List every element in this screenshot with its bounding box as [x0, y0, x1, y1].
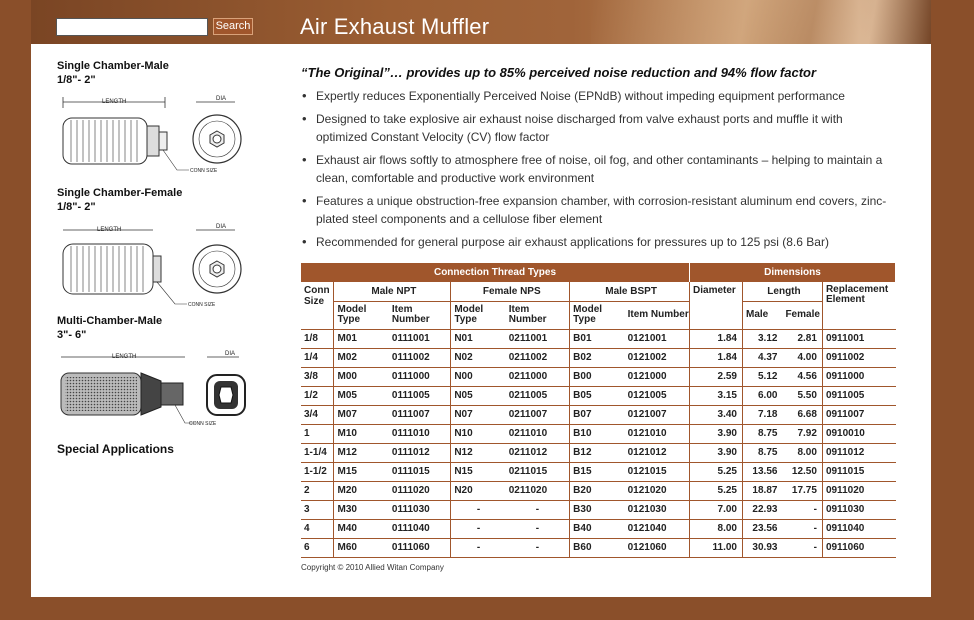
table-cell: M60: [334, 538, 389, 557]
list-item: • Exhaust air flows softly to atmosphere free of noise, oil fog, and other contaminants – helping to maintain a clean, comfortable and productive work environment: [301, 151, 896, 187]
list-item: • Features a unique obstruction-free expansion chamber, with corrosion-resistant aluminum end covers, zinc-plated steel components and a cellulose fiber element: [301, 192, 896, 228]
table-cell: 0121010: [625, 424, 690, 443]
table-cell: 8.75: [742, 424, 782, 443]
table-cell: 0911000: [822, 367, 895, 386]
table-cell: 4.56: [782, 367, 822, 386]
table-cell: 0911007: [822, 405, 895, 424]
table-cell: 0111000: [389, 367, 451, 386]
table-row: [301, 538, 896, 557]
table-cell: M12: [334, 443, 389, 462]
table-cell: -: [451, 519, 506, 538]
col-length: Length: [742, 282, 822, 301]
table-row: [301, 386, 896, 405]
table-cell: 1/8: [301, 329, 334, 348]
table-cell: 0211010: [506, 424, 570, 443]
table-cell: 0911005: [822, 386, 895, 405]
table-cell: 8.00: [782, 443, 822, 462]
table-cell: 0111001: [389, 329, 451, 348]
table-cell: 0111012: [389, 443, 451, 462]
table-cell: 0121002: [625, 348, 690, 367]
table-cell: -: [506, 500, 570, 519]
table-cell: M07: [334, 405, 389, 424]
multi-chamber-male-diagram: [57, 349, 257, 434]
table-cell: 3.90: [690, 424, 743, 443]
table-row: [301, 348, 896, 367]
table-cell: 5.25: [690, 462, 743, 481]
table-cell: 0111007: [389, 405, 451, 424]
table-cell: 8.75: [742, 443, 782, 462]
table-cell: N02: [451, 348, 506, 367]
table-body: [301, 329, 896, 557]
conn-size-label: CONN SIZE: [190, 168, 218, 174]
col-diameter: Diameter: [690, 282, 743, 329]
dimensions-band-header: Dimensions: [690, 263, 896, 282]
table-cell: N20: [451, 481, 506, 500]
table-cell: 0211020: [506, 481, 570, 500]
table-cell: 2.81: [782, 329, 822, 348]
table-cell: 0911060: [822, 538, 895, 557]
col-conn-size: Conn Size: [301, 282, 334, 329]
table-cell: 0111010: [389, 424, 451, 443]
table-cell: 0121020: [625, 481, 690, 500]
table-cell: 3.15: [690, 386, 743, 405]
table-cell: N05: [451, 386, 506, 405]
table-cell: 1.84: [690, 329, 743, 348]
table-cell: 1.84: [690, 348, 743, 367]
table-cell: -: [782, 500, 822, 519]
table-cell: 5.25: [690, 481, 743, 500]
connection-band-header: Connection Thread Types: [301, 263, 690, 282]
table-cell: B40: [570, 519, 625, 538]
table-cell: 5.12: [742, 367, 782, 386]
table-cell: 0111060: [389, 538, 451, 557]
table-cell: 4: [301, 519, 334, 538]
table-cell: 1/4: [301, 348, 334, 367]
table-cell: 4.00: [782, 348, 822, 367]
main-content: [31, 44, 931, 597]
table-cell: 0111002: [389, 348, 451, 367]
search-button[interactable]: Search: [213, 18, 253, 35]
table-cell: -: [451, 500, 506, 519]
col-item-number: Item Number: [506, 301, 570, 329]
col-model-type: Model Type: [451, 301, 506, 329]
feature-list: [301, 87, 896, 256]
table-cell: 0211015: [506, 462, 570, 481]
table-cell: 0111020: [389, 481, 451, 500]
page-title: Air Exhaust Muffler: [300, 14, 490, 39]
col-replacement: Replacement Element: [822, 282, 895, 329]
section-single-male-title[interactable]: [57, 59, 169, 87]
table-cell: 0121015: [625, 462, 690, 481]
table-cell: 2.59: [690, 367, 743, 386]
table-cell: M30: [334, 500, 389, 519]
section-single-female-title[interactable]: [57, 186, 182, 214]
col-model-type: Model Type: [334, 301, 389, 329]
section-range-text: 3"- 6": [57, 329, 87, 341]
table-cell: 3.90: [690, 443, 743, 462]
table-cell: -: [506, 538, 570, 557]
table-cell: 11.00: [690, 538, 743, 557]
conn-size-label: CONN SIZE: [189, 421, 217, 427]
table-cell: 1-1/4: [301, 443, 334, 462]
table-cell: 0911020: [822, 481, 895, 500]
table-cell: 0121040: [625, 519, 690, 538]
table-cell: B60: [570, 538, 625, 557]
table-row: [301, 481, 896, 500]
section-title-text: Multi-Chamber-Male: [57, 315, 163, 327]
table-cell: 7.92: [782, 424, 822, 443]
table-cell: M20: [334, 481, 389, 500]
table-cell: 1: [301, 424, 334, 443]
table-cell: N12: [451, 443, 506, 462]
table-cell: 6.68: [782, 405, 822, 424]
table-cell: 2: [301, 481, 334, 500]
list-item: • Expertly reduces Exponentially Perceived Noise (EPNdB) without impeding equipment performance: [301, 87, 896, 105]
col-female-length: Female: [782, 301, 822, 329]
table-cell: 0911002: [822, 348, 895, 367]
table-cell: N10: [451, 424, 506, 443]
table-cell: 17.75: [782, 481, 822, 500]
table-cell: 3.12: [742, 329, 782, 348]
table-cell: 3.40: [690, 405, 743, 424]
header-banner: [31, 0, 931, 44]
table-cell: 0911012: [822, 443, 895, 462]
length-label: LENGTH: [102, 99, 127, 105]
table-cell: 0121001: [625, 329, 690, 348]
table-cell: B01: [570, 329, 625, 348]
table-cell: N07: [451, 405, 506, 424]
table-cell: N01: [451, 329, 506, 348]
section-title-text: Single Chamber-Male: [57, 60, 169, 72]
table-cell: 7.18: [742, 405, 782, 424]
table-cell: M00: [334, 367, 389, 386]
length-label: LENGTH: [97, 227, 122, 233]
table-cell: M10: [334, 424, 389, 443]
table-cell: 0211001: [506, 329, 570, 348]
list-item: • Designed to take explosive air exhaust noise discharged from valve exhaust ports and muffle it with optimized Constant Velocity (CV) flow factor: [301, 110, 896, 146]
table-cell: 3/4: [301, 405, 334, 424]
table-cell: 30.93: [742, 538, 782, 557]
table-cell: 0211002: [506, 348, 570, 367]
col-item-number: Item Number: [625, 301, 690, 329]
table-cell: 3: [301, 500, 334, 519]
table-row: [301, 519, 896, 538]
table-cell: 0111015: [389, 462, 451, 481]
table-cell: 1-1/2: [301, 462, 334, 481]
table-cell: B05: [570, 386, 625, 405]
table-cell: 6: [301, 538, 334, 557]
table-row: [301, 443, 896, 462]
table-cell: B20: [570, 481, 625, 500]
table-cell: 0911015: [822, 462, 895, 481]
table-cell: 23.56: [742, 519, 782, 538]
table-cell: 0121030: [625, 500, 690, 519]
table-cell: B30: [570, 500, 625, 519]
table-cell: B02: [570, 348, 625, 367]
dia-label: DIA: [225, 351, 236, 357]
table-cell: M15: [334, 462, 389, 481]
table-cell: 0911040: [822, 519, 895, 538]
table-cell: 4.37: [742, 348, 782, 367]
table-cell: 7.00: [690, 500, 743, 519]
list-item: • Recommended for general purpose air exhaust applications for pressures up to 125 psi (8.6 Bar): [301, 233, 896, 251]
table-cell: 0910010: [822, 424, 895, 443]
col-male-bspt: Male BSPT: [570, 282, 690, 301]
spec-table: [301, 263, 896, 558]
table-cell: -: [782, 538, 822, 557]
single-chamber-male-diagram: [57, 92, 257, 182]
table-cell: 0111030: [389, 500, 451, 519]
dia-label: DIA: [216, 96, 227, 102]
table-cell: 18.87: [742, 481, 782, 500]
table-row: [301, 462, 896, 481]
header-decoration: [591, 0, 931, 44]
section-range-text: 1/8"- 2": [57, 201, 96, 213]
element-texture: [65, 377, 137, 411]
table-cell: M05: [334, 386, 389, 405]
table-cell: 0911030: [822, 500, 895, 519]
table-cell: 0211000: [506, 367, 570, 386]
table-row: [301, 405, 896, 424]
table-cell: M40: [334, 519, 389, 538]
table-cell: 0111005: [389, 386, 451, 405]
table-cell: 3/8: [301, 367, 334, 386]
col-male-npt: Male NPT: [334, 282, 451, 301]
table-cell: 0121007: [625, 405, 690, 424]
dia-label: DIA: [216, 224, 227, 230]
table-cell: B07: [570, 405, 625, 424]
table-row: [301, 367, 896, 386]
table-cell: 0911001: [822, 329, 895, 348]
table-cell: B00: [570, 367, 625, 386]
table-cell: 8.00: [690, 519, 743, 538]
table-cell: 0111040: [389, 519, 451, 538]
single-chamber-female-diagram: [57, 222, 257, 312]
table-cell: 0211005: [506, 386, 570, 405]
col-model-type: Model Type: [570, 301, 625, 329]
table-cell: -: [451, 538, 506, 557]
conn-size-label: CONN SIZE: [188, 302, 216, 308]
table-cell: -: [506, 519, 570, 538]
table-cell: 1/2: [301, 386, 334, 405]
table-cell: 6.00: [742, 386, 782, 405]
section-multi-male-title[interactable]: [57, 314, 162, 342]
tagline: “The Original”… provides up to 85% perceived noise reduction and 94% flow factor: [301, 65, 817, 80]
table-cell: 5.50: [782, 386, 822, 405]
special-applications-link[interactable]: Special Applications: [57, 442, 174, 456]
length-label: LENGTH: [112, 354, 137, 360]
table-cell: 22.93: [742, 500, 782, 519]
copyright: Copyright © 2010 Allied Witan Company: [301, 563, 444, 572]
table-cell: M01: [334, 329, 389, 348]
section-range-text: 1/8"- 2": [57, 74, 96, 86]
table-cell: 0211012: [506, 443, 570, 462]
table-row: [301, 500, 896, 519]
table-row: [301, 424, 896, 443]
table-cell: N00: [451, 367, 506, 386]
table-cell: -: [782, 519, 822, 538]
table-cell: 0121060: [625, 538, 690, 557]
table-cell: M02: [334, 348, 389, 367]
table-cell: 13.56: [742, 462, 782, 481]
table-cell: B10: [570, 424, 625, 443]
table-cell: 12.50: [782, 462, 822, 481]
col-female-nps: Female NPS: [451, 282, 570, 301]
col-item-number: Item Number: [389, 301, 451, 329]
table-cell: N15: [451, 462, 506, 481]
table-cell: 0121005: [625, 386, 690, 405]
col-male-length: Male: [742, 301, 782, 329]
search-input[interactable]: [56, 18, 208, 36]
table-cell: 0121012: [625, 443, 690, 462]
section-title-text: Single Chamber-Female: [57, 187, 183, 199]
table-cell: 0211007: [506, 405, 570, 424]
table-cell: 0121000: [625, 367, 690, 386]
table-cell: B15: [570, 462, 625, 481]
table-row: [301, 329, 896, 348]
table-cell: B12: [570, 443, 625, 462]
